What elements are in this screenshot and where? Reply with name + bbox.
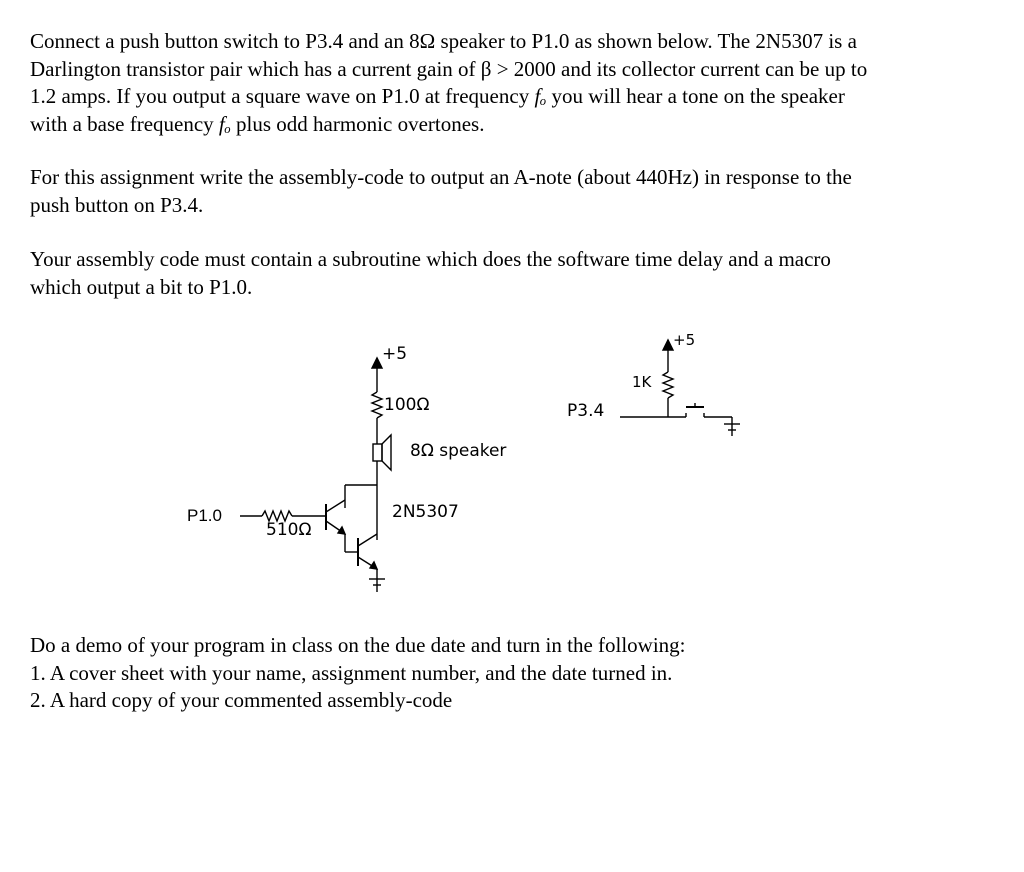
assignment-line-1: For this assignment write the assembly-code to output an A-note (about 440Hz) in response to the	[30, 165, 852, 189]
resistor-510-label: 510Ω	[266, 520, 312, 540]
deliverables-item-1: 1. A cover sheet with your name, assignment number, and the date turned in.	[30, 660, 673, 685]
vcc-left-arrow	[372, 358, 382, 368]
deliverables-paragraph	[30, 632, 1005, 715]
deliverables-item-2: 2. A hard copy of your commented assembly-code	[30, 688, 453, 712]
speaker-coil	[373, 444, 382, 461]
frequency-symbol-2: fₒ	[218, 111, 231, 136]
intro-line-3-text: 1.2 amps. If you output a square wave on P1.0 at frequency	[30, 84, 530, 108]
vcc-left-label: +5	[382, 344, 408, 364]
q2-collector-lead	[358, 534, 377, 546]
requirements-line-1: Your assembly code must contain a subroutine which does the software time delay and a macro	[30, 247, 831, 271]
intro-line-2: Darlington transistor pair which has a current gain of β > 2000 and its collector current can be up to	[30, 56, 868, 81]
vcc-right-arrow	[663, 340, 673, 350]
p34-label: P3.4	[567, 401, 605, 421]
intro-line-4-tail: plus odd harmonic overtones.	[230, 111, 485, 136]
intro-line-4-head: with a base frequency	[30, 111, 219, 136]
intro-line-1: Connect a push button switch to P3.4 and an 8Ω speaker to P1.0 as shown below. The 2N5307 is a	[30, 29, 857, 53]
q1-emitter-arrow	[338, 527, 345, 534]
vcc-right-label: +5	[673, 331, 696, 349]
q2-emitter-arrow	[370, 562, 377, 569]
deliverables-line-1: Do a demo of your program in class on the due date and turn in the following:	[30, 633, 686, 657]
transistor-label: 2N5307	[392, 502, 459, 522]
speaker-label: 8Ω speaker	[410, 441, 507, 461]
resistor-100-label: 100Ω	[384, 395, 430, 415]
frequency-symbol: fₒ	[534, 84, 547, 108]
q1-collector-lead	[326, 500, 345, 512]
assignment-line-2: push button on P3.4.	[30, 192, 204, 217]
resistor-1k-symbol	[663, 372, 673, 398]
p10-label: P1.0	[187, 506, 222, 525]
speaker-cone	[382, 435, 391, 470]
resistor-1k-label: 1K	[632, 373, 652, 391]
intro-line-3-tail: you will hear a tone on the speaker	[546, 84, 845, 108]
requirements-line-2: which output a bit to P1.0.	[30, 274, 253, 299]
resistor-100-symbol	[372, 392, 382, 418]
